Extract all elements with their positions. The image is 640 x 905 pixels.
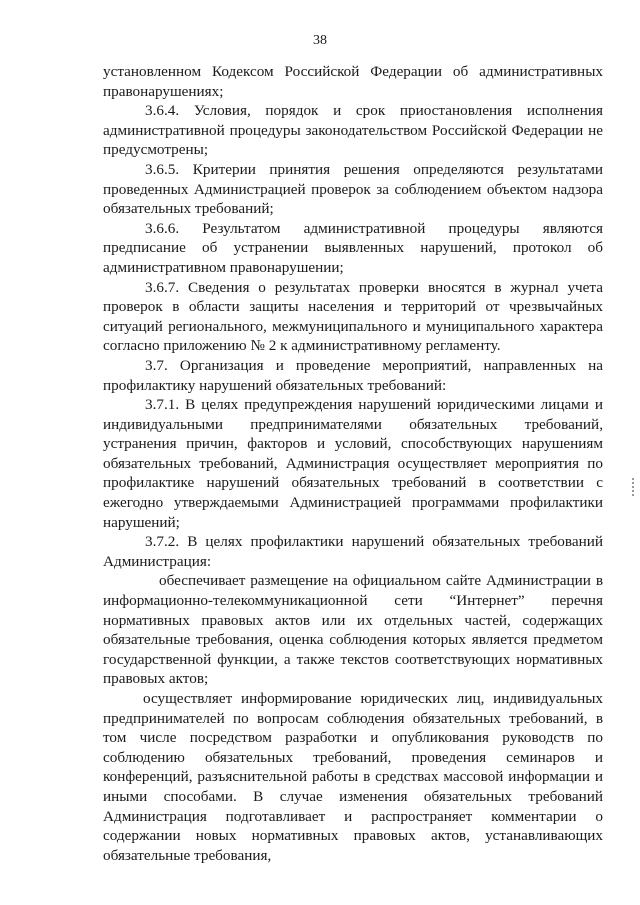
paragraph-continuation: установленном Кодексом Российской Федерации об административных правонарушениях;	[103, 63, 603, 100]
paragraph-3-7-2: 3.7.2. В целях профилактики нарушений обязательных требований Администрация:	[103, 533, 603, 570]
paragraph-3-6-4: 3.6.4. Условия, порядок и срок приостановления исполнения административной процедуры законодательством Российской Федерации не предусмотрены;	[103, 102, 603, 159]
scan-margin-mark	[632, 478, 634, 496]
paragraph-3-6-6: 3.6.6. Результатом административной процедуры являются предписание об устранении выявленных нарушений, протокол об административном правонарушении;	[103, 219, 603, 276]
paragraph-3-6-7: 3.6.7. Сведения о результатах проверки вносятся в журнал учета проверок в области защиты населения и территорий от чрезвычайных ситуаций регионального, межмуниципального и муниципального характера согласно приложению № 2 к административному регламенту.	[103, 278, 603, 355]
document-body	[103, 62, 603, 865]
paragraph-osushchestvlyaet: осуществляет информирование юридических лиц, индивидуальных предпринимателей по вопросам соблюдения обязательных требований, в том числе посредством разработки и опубликования руководств по соблюдению обязательных требований, проведения семинаров и конференций, разъяснительной работы в средствах массовой информации и иными способами. В случае изменения обязательных требований Администрация подготавливает и распространяет комментарии о содержании новых нормативных правовых актов, устанавливающих обязательные требования,	[103, 690, 603, 864]
paragraph-obespechivaet: обеспечивает размещение на официальном сайте Администрации в информационно-телекоммуникационной сети “Интернет” перечня нормативных правовых актов или их отдельных частей, содержащих обязательные требования, оценка соблюдения которых является предметом государственной функции, а также текстов соответствующих нормативных правовых актов;	[103, 572, 603, 688]
paragraph-3-7-1: 3.7.1. В целях предупреждения нарушений юридическими лицами и индивидуальными предпринимателями обязательных требований, устранения причин, факторов и условий, способствующих нарушениям обязательных требований, Администрация осуществляет мероприятия по профилактике нарушений обязательных требований в соответствии с ежегодно утверждаемыми Администрацией программами профилактики нарушений;	[103, 396, 603, 531]
paragraph-3-6-5: 3.6.5. Критерии принятия решения определяются результатами проведенных Администрацией проверок за соблюдением объектом надзора обязательных требований;	[103, 160, 603, 218]
page-number: 38	[313, 33, 327, 48]
paragraph-3-7: 3.7. Организация и проведение мероприятий, направленных на профилактику нарушений обязательных требований:	[103, 356, 603, 394]
